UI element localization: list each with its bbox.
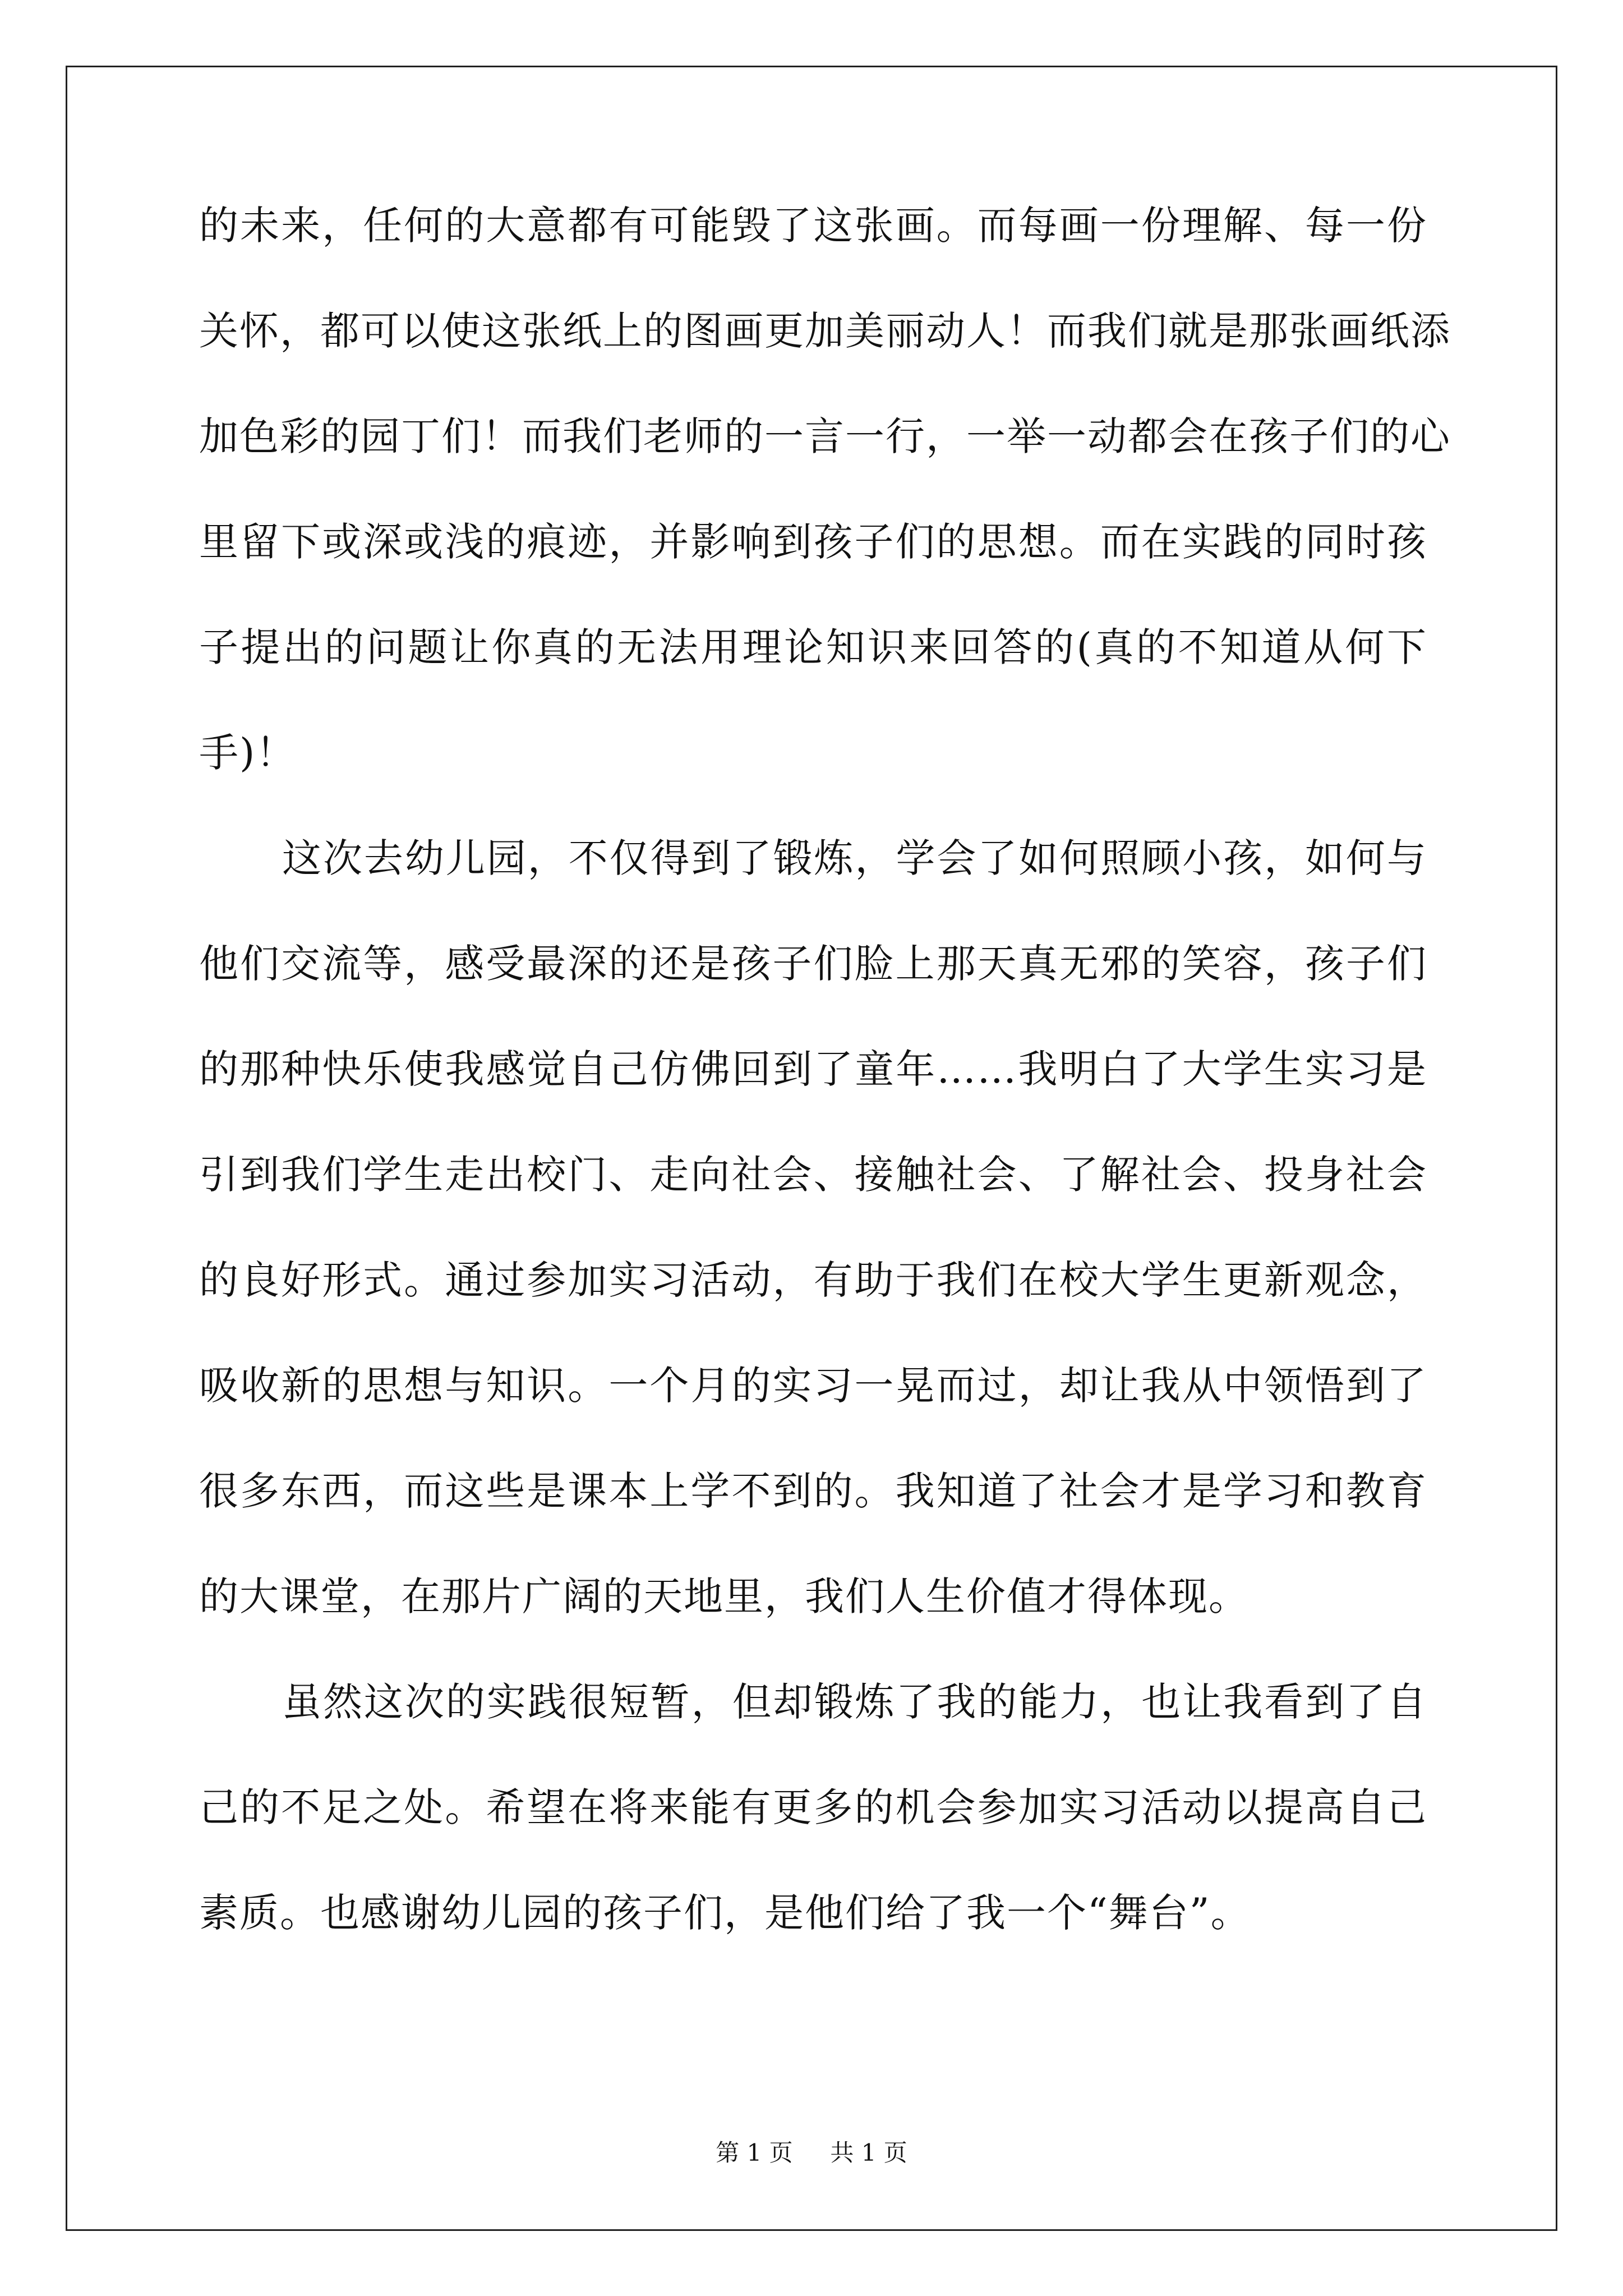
page-number: 第 1 页 bbox=[716, 2139, 793, 2166]
text-line: 引到我们学生走出校门、走向社会、接触社会、了解社会、投身社会 bbox=[199, 1152, 1427, 1198]
text-line: 里留下或深或浅的痕迹，并影响到孩子们的思想。而在实践的同时孩 bbox=[199, 519, 1427, 565]
paragraph-first-line: 虽然这次的实践很短暂，但却锻炼了我的能力，也让我看到了自 bbox=[282, 1679, 1427, 1725]
text-line: 关怀，都可以使这张纸上的图画更加美丽动人！而我们就是那张画纸添 bbox=[199, 308, 1451, 354]
paragraph-first-line: 这次去幼儿园，不仅得到了锻炼，学会了如何照顾小孩，如何与 bbox=[282, 835, 1427, 881]
text-line: 加色彩的园丁们！而我们老师的一言一行，一举一动都会在孩子们的心 bbox=[199, 413, 1451, 459]
text-line: 的良好形式。通过参加实习活动，有助于我们在校大学生更新观念， bbox=[199, 1257, 1427, 1303]
text-line: 吸收新的思想与知识。一个月的实习一晃而过，却让我从中领悟到了 bbox=[199, 1363, 1427, 1409]
document-body bbox=[199, 199, 1451, 1992]
text-line: 他们交流等，感受最深的还是孩子们脸上那天真无邪的笑容，孩子们 bbox=[199, 941, 1427, 987]
text-line: 的未来，任何的大意都有可能毁了这张画。而每画一份理解、每一份 bbox=[199, 203, 1427, 249]
text-line: 子提出的问题让你真的无法用理论知识来回答的(真的不知道从何下 bbox=[199, 624, 1427, 670]
text-line: 己的不足之处。希望在将来能有更多的机会参加实习活动以提高自己 bbox=[199, 1784, 1427, 1830]
text-line: 很多东西，而这些是课本上学不到的。我知道了社会才是学习和教育 bbox=[199, 1468, 1427, 1514]
text-line: 手)！ bbox=[199, 730, 297, 776]
text-line: 的大课堂，在那片广阔的天地里，我们人生价值才得体现。 bbox=[199, 1573, 1249, 1619]
text-line: 的那种快乐使我感觉自己仿佛回到了童年……我明白了大学生实习是 bbox=[199, 1046, 1427, 1092]
total-pages: 共 1 页 bbox=[830, 2139, 907, 2166]
page-footer bbox=[0, 2137, 1623, 2169]
text-line: 素质。也感谢幼儿园的孩子们，是他们给了我一个“舞台”。 bbox=[199, 1890, 1251, 1936]
